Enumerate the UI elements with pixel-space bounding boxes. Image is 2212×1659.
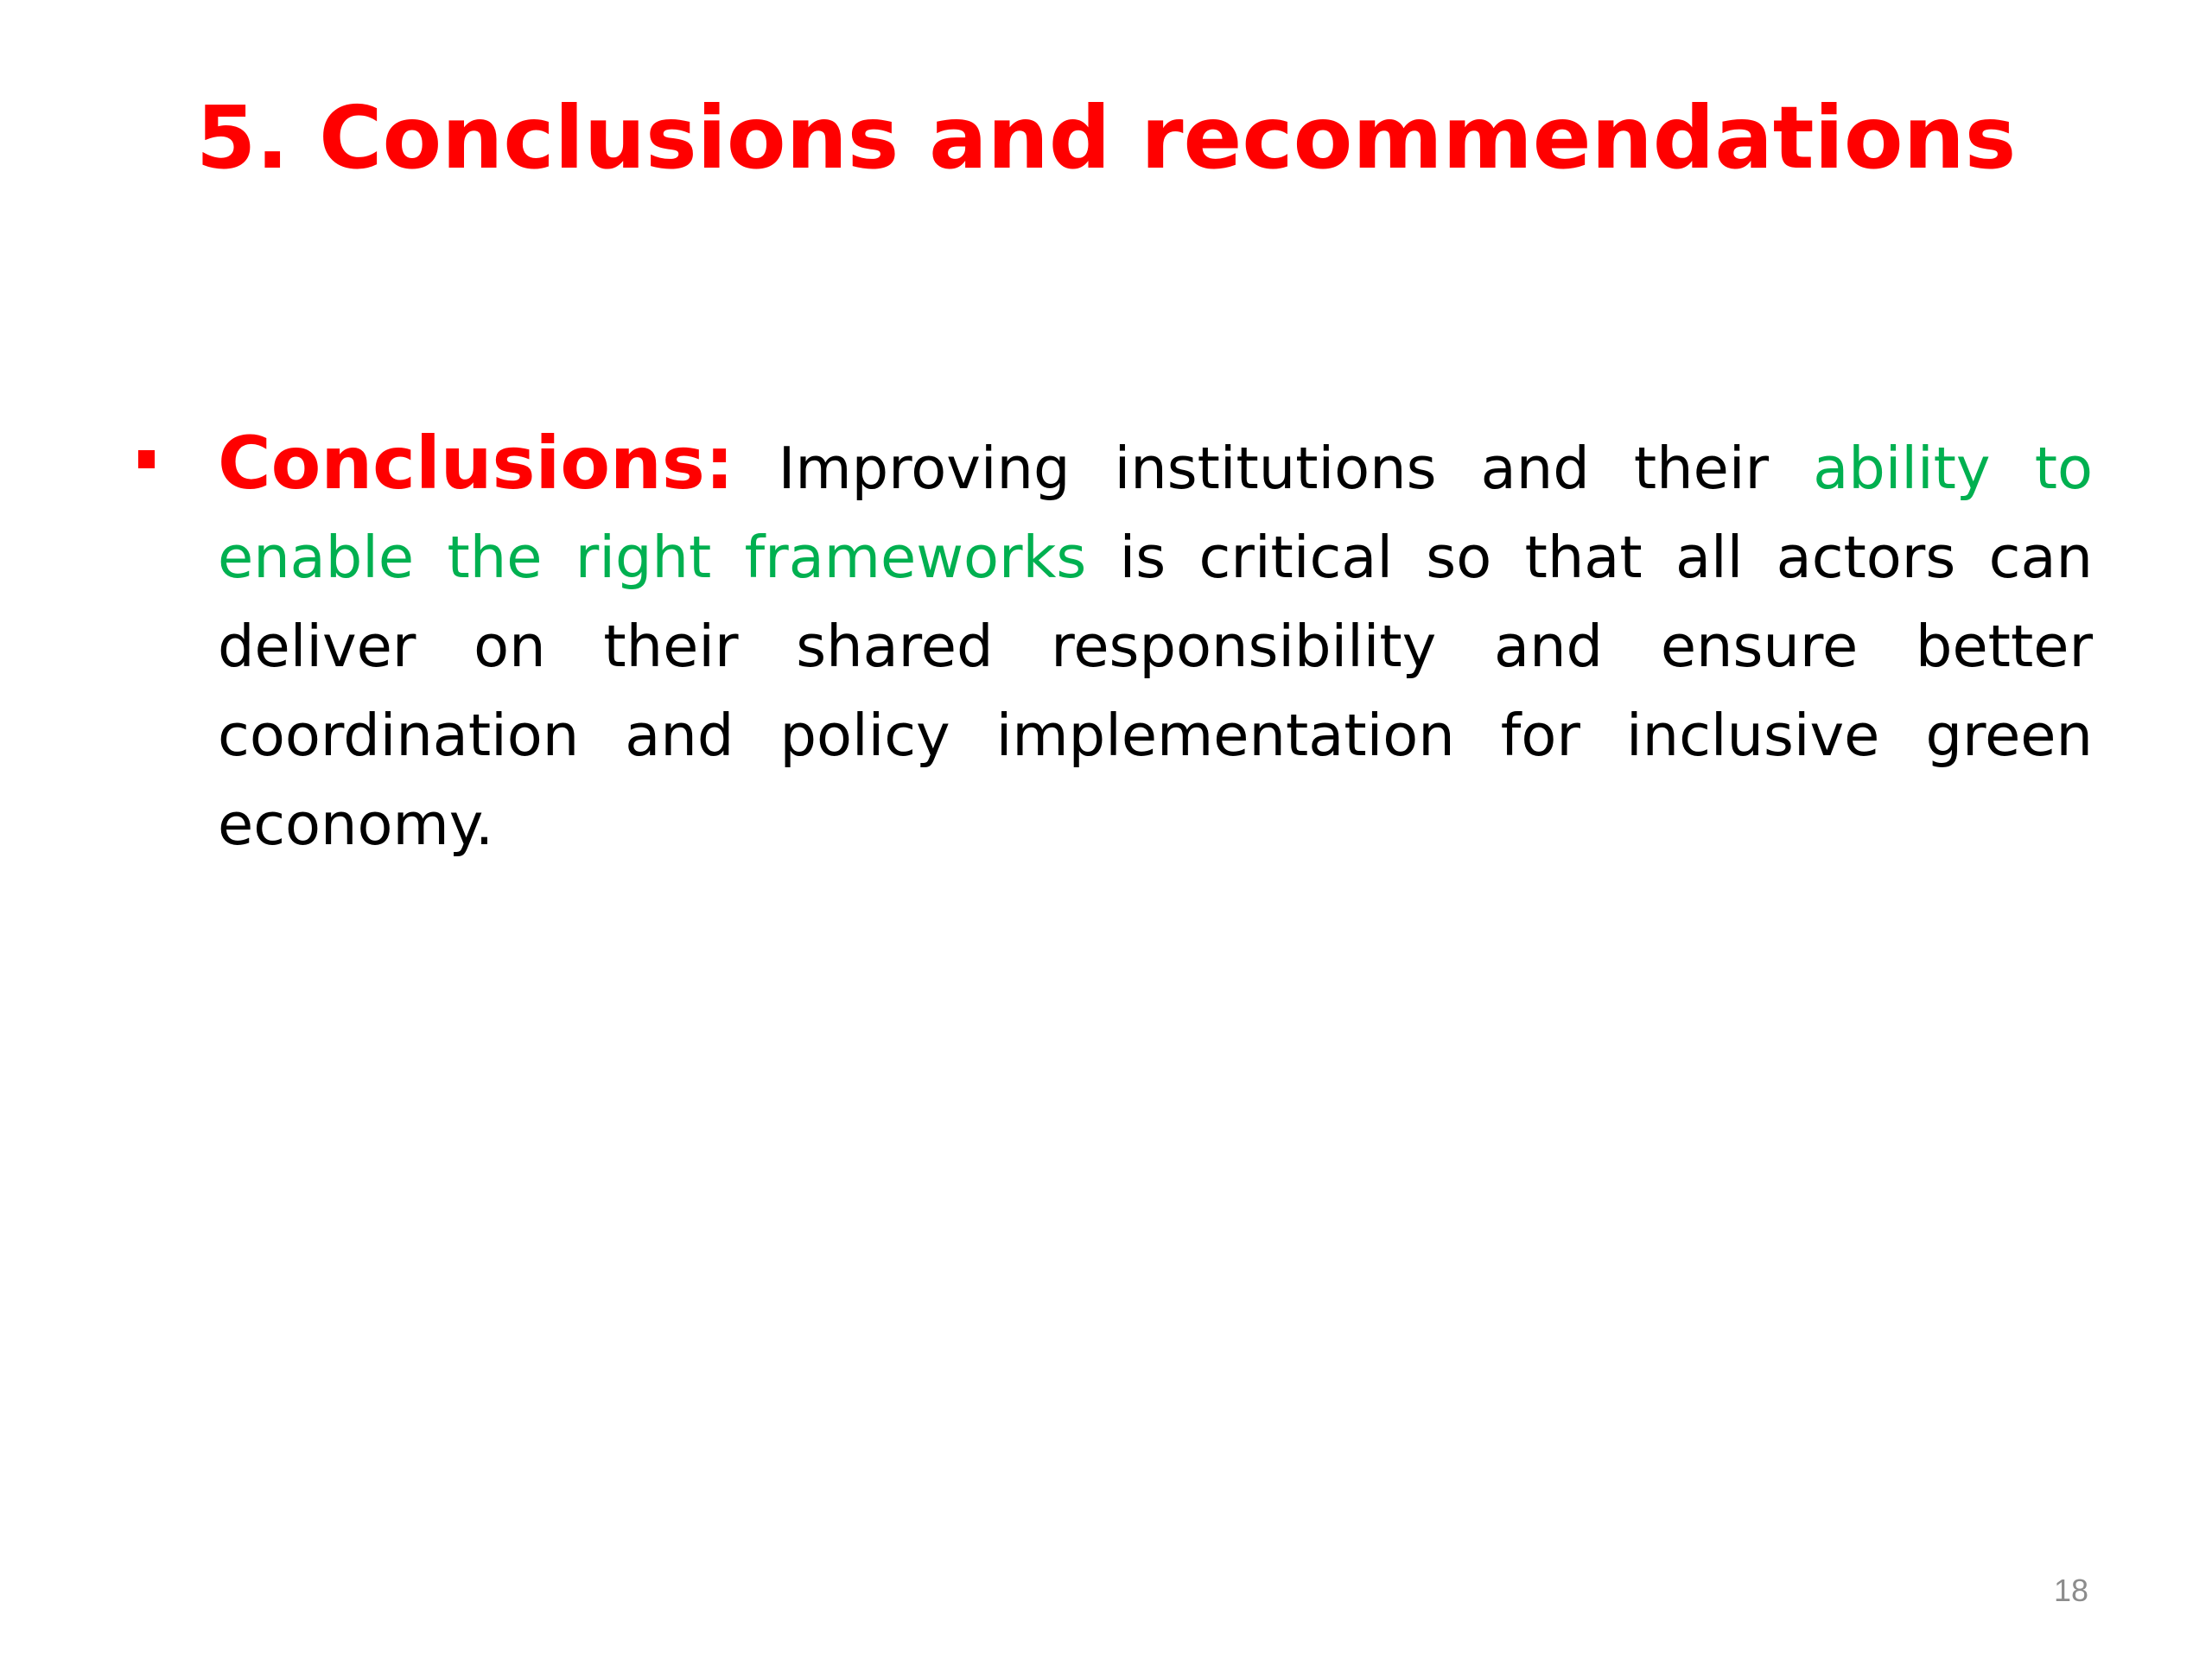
bullet-text [218, 419, 2093, 869]
bullet-text-before: Improving institutions and their [778, 435, 1770, 502]
bullet-highlight: ability to enable the right frameworks [218, 435, 2093, 591]
bullet-lead: Conclusions: [218, 421, 734, 505]
slide-title: 5. Conclusions and recommendations [195, 87, 2017, 188]
page-number: 18 [2053, 1573, 2088, 1608]
bullet-text-after: is critical so that all actors can deliver on their shared responsibility and ensure better coordination and policy implementation for inclusive green economy. [218, 524, 2093, 858]
square-bullet-icon [138, 450, 155, 468]
